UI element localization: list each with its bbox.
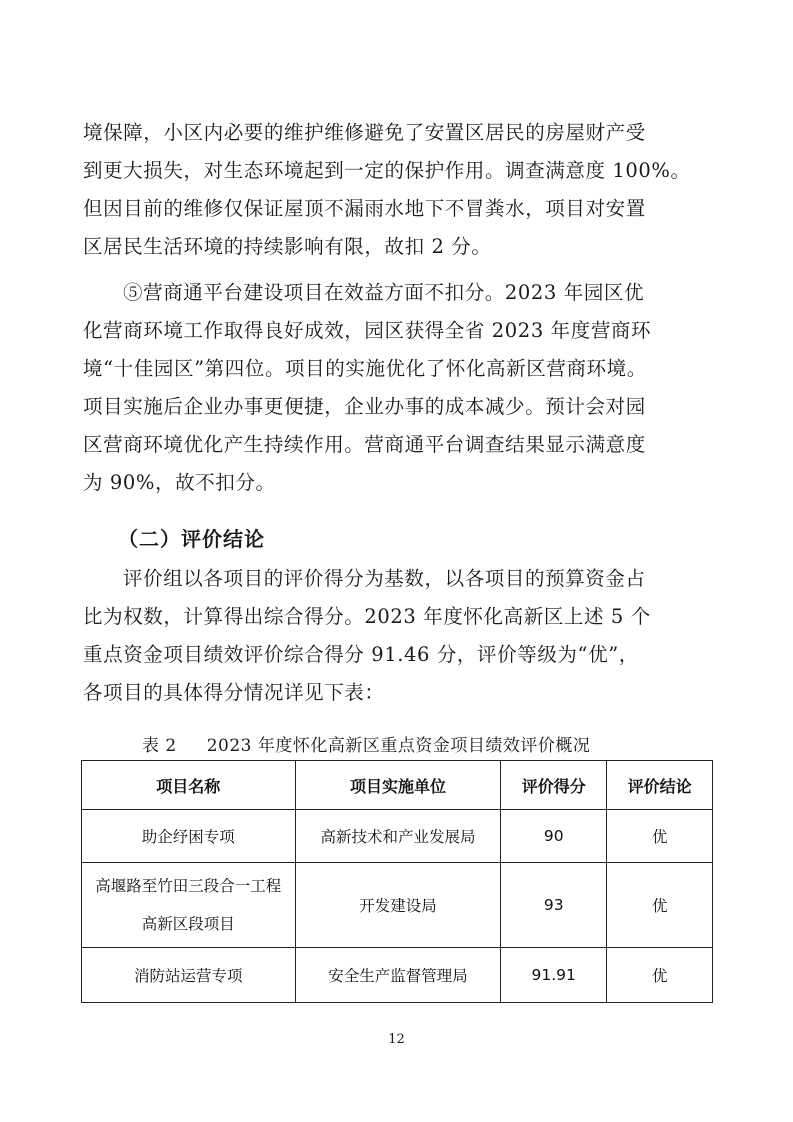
- table-caption-title: 2023 年度怀化高新区重点资金项目绩效评价概况: [206, 736, 591, 756]
- cell-score: 93: [501, 863, 607, 948]
- cell-conclusion: 优: [607, 810, 713, 863]
- header-project-name: 项目名称: [82, 761, 296, 810]
- cell-score: 90: [501, 810, 607, 863]
- evaluation-table: [81, 760, 713, 1003]
- cell-project-name: 助企纾困专项: [82, 810, 296, 863]
- cell-line: 高堰路至竹田三段合一工程: [95, 877, 282, 895]
- cell-conclusion: 优: [607, 948, 713, 1003]
- header-score: 评价得分: [501, 761, 607, 810]
- table-row: [82, 863, 713, 948]
- cell-line: 高新区段项目: [141, 915, 235, 933]
- text-line: 化营商环境工作取得良好成效，园区获得全省 2023 年度营商环: [83, 319, 652, 342]
- text-line: 比为权数，计算得出综合得分。2023 年度怀化高新区上述 5 个: [83, 605, 651, 628]
- text-line: 境“十佳园区”第四位。项目的实施优化了怀化高新区营商环境。: [83, 357, 647, 380]
- table-row: [82, 810, 713, 863]
- text-line: 重点资金项目绩效评价综合得分 91.46 分，评价等级为“优”，: [83, 643, 639, 666]
- cell-unit: 安全生产监督管理局: [295, 948, 501, 1003]
- text-line: 评价组以各项目的评价得分为基数，以各项目的预算资金占: [123, 567, 646, 590]
- table-header-row: [82, 761, 713, 810]
- cell-project-name: [82, 863, 296, 948]
- text-line: 区营商环境优化产生持续作用。营商通平台调查结果显示满意度: [83, 433, 646, 456]
- table-row: [82, 948, 713, 1003]
- text-line: 各项目的具体得分情况详见下表：: [83, 681, 385, 704]
- text-line: 但因目前的维修仅保证屋顶不漏雨水地下不冒粪水，项目对安置: [83, 197, 646, 220]
- section-heading: （二）评价结论: [118, 527, 265, 551]
- text-line: 境保障，小区内必要的维护维修避免了安置区居民的房屋财产受: [83, 121, 646, 144]
- cell-project-name: 消防站运营专项: [82, 948, 296, 1003]
- paragraph-3: [83, 560, 713, 712]
- text-line: ⑤营商通平台建设项目在效益方面不扣分。2023 年园区优: [123, 281, 645, 304]
- table-caption-label: 表 2: [142, 736, 177, 756]
- paragraph-1: [83, 114, 713, 266]
- header-conclusion: 评价结论: [607, 761, 713, 810]
- cell-unit: 高新技术和产业发展局: [295, 810, 501, 863]
- header-implementing-unit: 项目实施单位: [295, 761, 501, 810]
- paragraph-2: [83, 274, 713, 502]
- table-caption: [142, 731, 590, 756]
- text-line: 项目实施后企业办事更便捷，企业办事的成本减少。预计会对园: [83, 395, 646, 418]
- page-number: 12: [388, 1032, 405, 1047]
- text-line: 区居民生活环境的持续影响有限，故扣 2 分。: [83, 235, 492, 258]
- text-line: 到更大损失，对生态环境起到一定的保护作用。调查满意度 100%。: [83, 159, 691, 182]
- cell-score: 91.91: [501, 948, 607, 1003]
- cell-conclusion: 优: [607, 863, 713, 948]
- cell-unit: 开发建设局: [295, 863, 501, 948]
- text-line: 为 90%，故不扣分。: [83, 471, 276, 494]
